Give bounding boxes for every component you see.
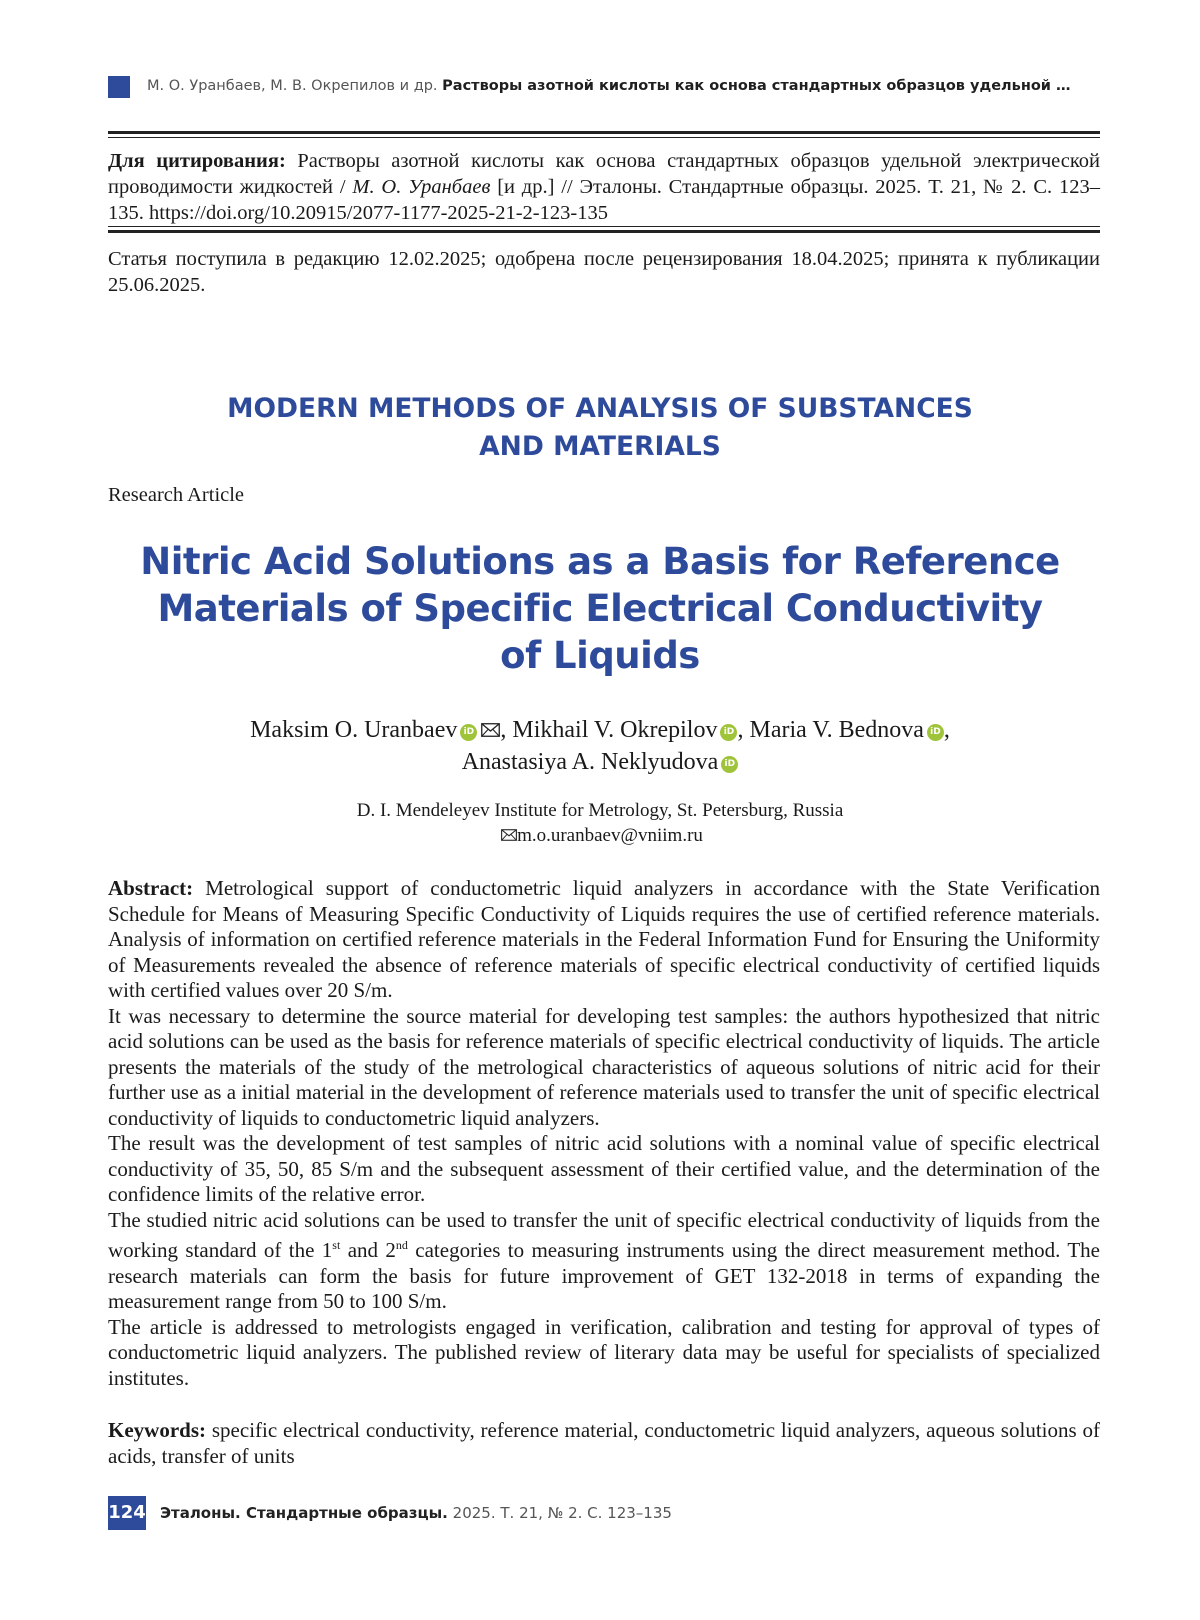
citation-text-after: [и др.] // Эталоны. Стандартные образцы. 2025. Т. 21, № 2. С. 123–135. https://doi.org/10.20915/2077-1177-2025-21-2-123-135	[108, 176, 1100, 224]
keywords-label: Keywords:	[108, 1418, 206, 1442]
citation-label: Для цитирования:	[108, 150, 286, 172]
journal-issue: 2025. Т. 21, № 2. С. 123–135	[452, 1504, 672, 1522]
author-name: Maksim O. Uranbaev	[250, 717, 458, 743]
author-list: Maksim O. Uranbaev iD , Mikhail V. Okrepilov iD , Maria V. Bednova iD , Anastasiya A. Neklyudova iD	[250, 717, 950, 775]
article-title	[100, 538, 1100, 679]
journal-name: Эталоны. Стандартные образцы.	[160, 1504, 448, 1522]
section-heading-line2: AND MATERIALS	[479, 431, 721, 462]
running-header	[147, 78, 1071, 94]
abstract-paragraph: The result was the development of test samples of nitric acid solutions with a nominal value of specific electrical conductivity of 35, 50, 85 S/m and the subsequent assessment of their certified value, and the determination of the confidence limits of the relative error.	[108, 1131, 1100, 1206]
orcid-icon[interactable]: iD	[721, 756, 738, 773]
author-name: Anastasiya A. Neklyudova	[461, 749, 719, 775]
keywords-text: specific electrical conductivity, reference material, conductometric liquid analyzers, aqueous solutions of acids, transfer of units	[108, 1418, 1101, 1468]
title-line2: Materials of Specific Electrical Conductivity	[157, 587, 1043, 630]
abstract-paragraph	[108, 1208, 1100, 1315]
title-line1: Nitric Acid Solutions as a Basis for Reference	[140, 540, 1060, 583]
author-name: Maria V. Bednova	[749, 717, 924, 743]
title-line3: of Liquids	[500, 634, 700, 677]
received-dates: Статья поступила в редакцию 12.02.2025; одобрена после рецензирования 18.04.2025; принята к публикации 25.06.2025.	[108, 248, 1100, 296]
orcid-icon[interactable]: iD	[720, 724, 737, 741]
abstract-text: The studied nitric acid solutions can be used to transfer the unit of specific electrical conductivity of liquids from the working standard of the 1	[108, 1207, 1100, 1262]
rule-bottom-thick	[108, 230, 1100, 233]
affiliation: D. I. Mendeleyev Institute for Metrology, St. Petersburg, Russia	[356, 800, 844, 821]
rule-top-thick	[108, 131, 1100, 134]
orcid-icon[interactable]: iD	[460, 724, 477, 741]
abstract-paragraph: It was necessary to determine the source material for developing test samples: the authors hypothesized that nitric acid solutions can be used as the basis for reference materials of specific electrical conductivity of liquids. The article presents the materials of the study of the metrological characteristics of aqueous solutions of nitric acid for their further use as a initial material in the development of reference materials used to transfer the unit of specific electrical conductivity of liquids to conductometric liquid analyzers.	[108, 1003, 1100, 1130]
abstract-paragraph: The article is addressed to metrologists engaged in verification, calibration and testing for approval of types of conductometric liquid analyzers. The published review of literary data may be useful for specialists of specialized institutes.	[108, 1314, 1100, 1390]
header-marker	[108, 76, 130, 98]
page-number: 124	[108, 1496, 146, 1530]
abstract-text: and 2	[340, 1238, 396, 1262]
article-type: Research Article	[108, 484, 245, 506]
superscript: nd	[395, 1238, 408, 1252]
header-title: Растворы азотной кислоты как основа стандартных образцов удельной …	[442, 78, 1071, 94]
abstract	[108, 876, 1100, 1391]
affiliation-block	[100, 798, 1100, 848]
header-authors: М. О. Уранбаев, М. В. Окрепилов и др.	[147, 78, 438, 94]
keywords	[108, 1418, 1100, 1469]
footer-journal	[160, 1504, 672, 1522]
section-heading	[150, 390, 1050, 466]
abstract-label: Abstract:	[108, 876, 194, 900]
rule-top-thin	[108, 137, 1100, 138]
section-heading-line1: MODERN METHODS OF ANALYSIS OF SUBSTANCES	[227, 393, 973, 424]
rule-bottom-thin	[108, 226, 1100, 227]
citation	[108, 148, 1100, 226]
envelope-icon	[501, 829, 517, 841]
envelope-icon[interactable]	[481, 723, 500, 737]
citation-text-before: Растворы азотной кислоты как основа стандартных образцов удельной электрической проводимости жидкостей /	[108, 150, 1100, 198]
author-name: Mikhail V. Okrepilov	[512, 717, 718, 743]
abstract-paragraph	[108, 876, 1100, 1004]
citation-authors: М. О. Уранбаев	[352, 176, 491, 198]
abstract-text: categories to measuring instruments using the direct measurement method. The research materials can form the basis for future improvement of GET 132-2018 in terms of expanding the measurement range from 50 to 100 S/m.	[108, 1238, 1100, 1313]
email-link[interactable]: m.o.uranbaev@vniim.ru	[517, 825, 703, 846]
orcid-icon[interactable]: iD	[927, 724, 944, 741]
abstract-text: Metrological support of conductometric liquid analyzers in accordance with the State Verification Schedule for Means of Measuring Specific Conductivity of Liquids requires the use of certified reference materials. Analysis of information on certified reference materials in the Federal Information Fund for Ensuring the Uniformity of Measurements revealed the absence of reference materials of specific electrical conductivity of certified liquids with certified values over 20 S/m.	[108, 876, 1100, 1002]
superscript: st	[332, 1238, 341, 1252]
